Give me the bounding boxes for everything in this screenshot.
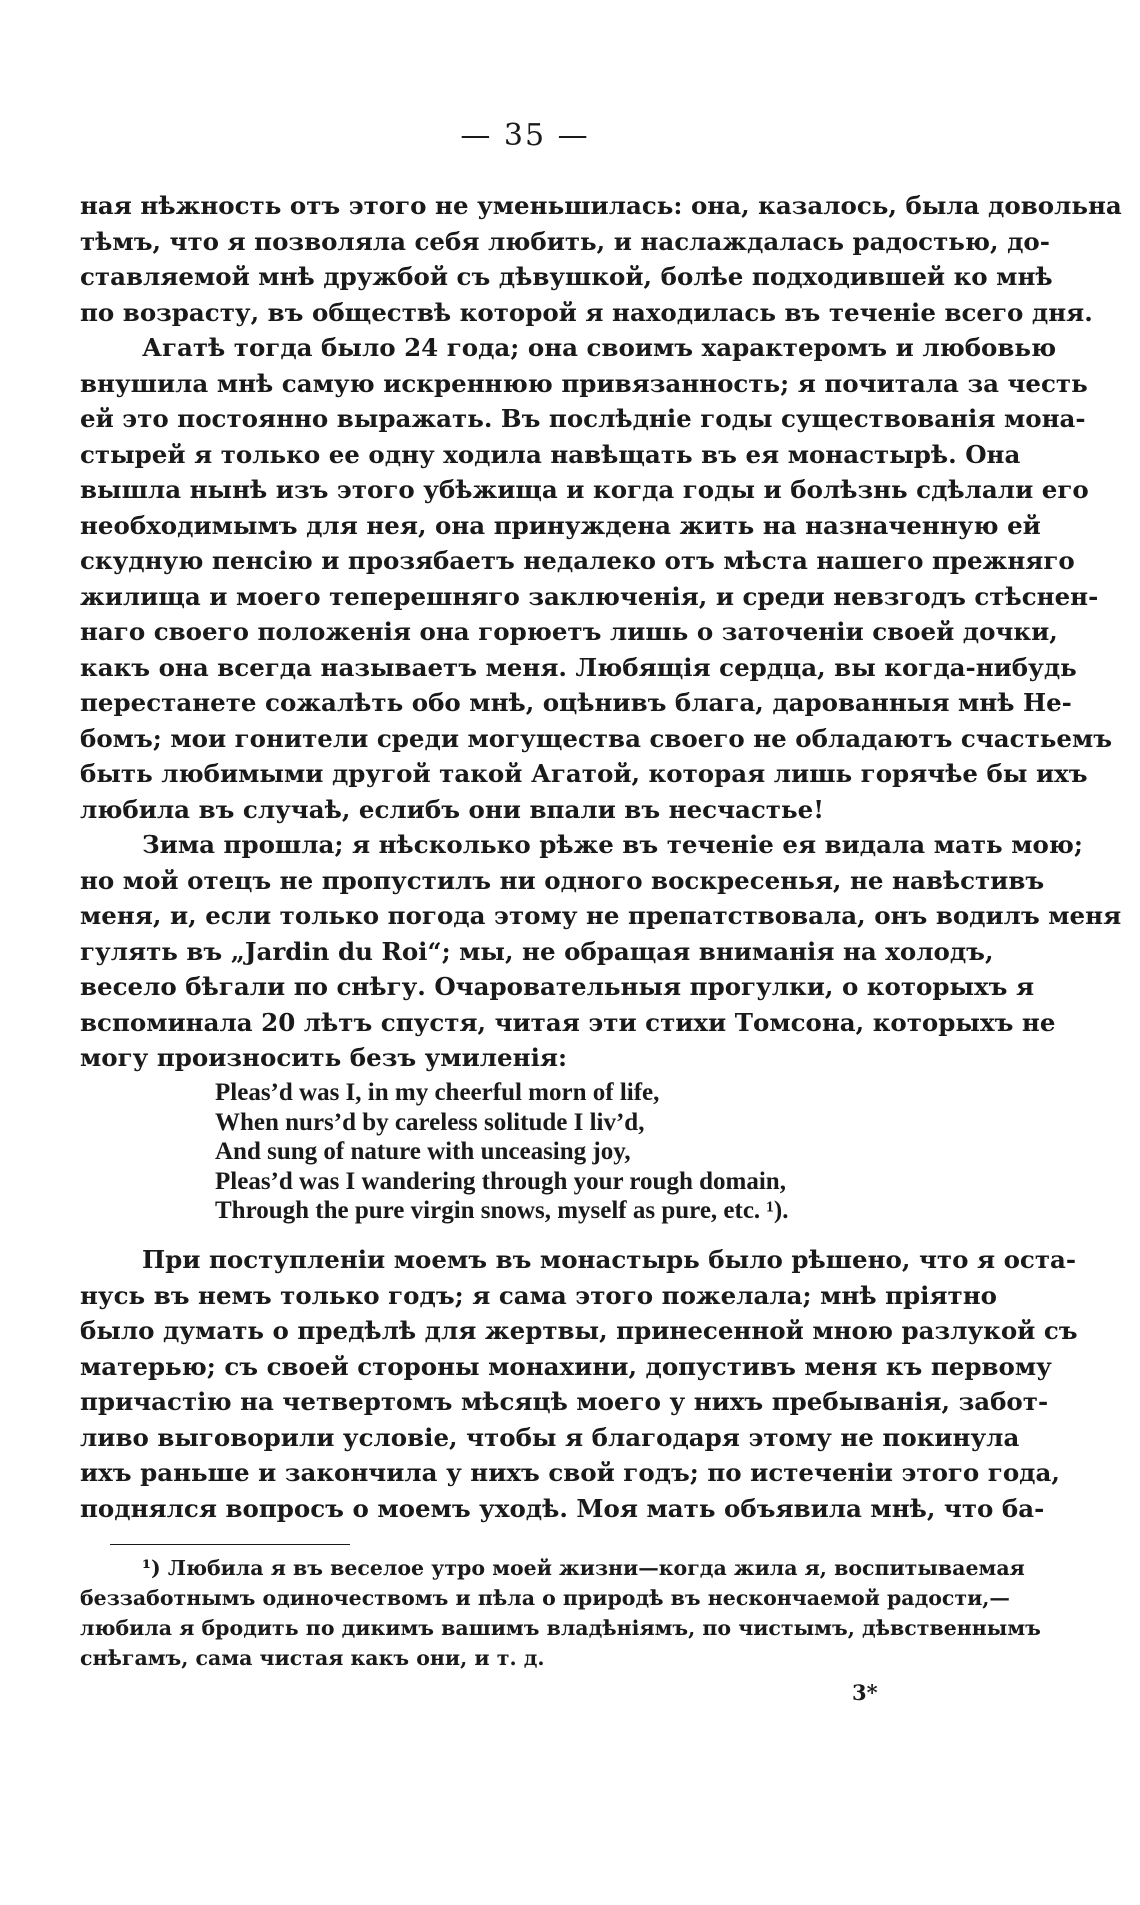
footnote-divider — [110, 1544, 350, 1545]
text-line: ставляемой мнѣ дружбой съ дѣвушкой, болѣе подходившей ко мнѣ — [80, 262, 1053, 291]
signature-mark: 3* — [852, 1680, 878, 1705]
footnote-line: беззаботнымъ одиночествомъ и пѣла о природѣ въ нескончаемой радости,— — [80, 1586, 1010, 1610]
text-line: наго своего положенія она горюетъ лишь о заточеніи своей дочки, — [80, 617, 1058, 646]
poem-quote — [215, 1078, 975, 1226]
footnote-line: любила я бродить по дикимъ вашимъ владѣніямъ, по чистымъ, дѣвственнымъ — [80, 1616, 1041, 1640]
text-line: могу произносить безъ умиленія: — [80, 1043, 568, 1072]
footnote-line: снѣгамъ, сама чистая какъ они, и т. д. — [80, 1646, 545, 1670]
text-line: жилища и моего теперешняго заключенія, и среди невзгодъ стѣснен- — [80, 581, 1099, 611]
poem-line: Pleas’d was I wandering through your rough domain, — [215, 1167, 786, 1195]
text-line: по возрасту, въ обществѣ которой я находилась въ теченіе всего дня. — [80, 297, 1093, 327]
poem-line: Through the pure virgin snows, myself as pure, etc. ¹). — [215, 1197, 789, 1224]
text-line: весело бѣгали по снѣгу. Очаровательныя прогулки, о которыхъ я — [80, 972, 1035, 1001]
text-line: ливо выговорили условіе, чтобы я благодаря этому не покинула — [80, 1422, 1020, 1452]
text-line: Агатѣ тогда было 24 года; она своимъ характеромъ и любовью — [142, 333, 1057, 362]
text-line: поднялся вопросъ о моемъ уходѣ. Моя мать объявила мнѣ, что ба- — [80, 1493, 1045, 1523]
text-line: какъ она всегда называетъ меня. Любящія сердца, вы когда-нибудь — [80, 652, 1077, 682]
footnote-line: ¹) Любила я въ веселое утро моей жизни—когда жила я, воспитываемая — [142, 1556, 1025, 1580]
text-line: ихъ раньше и закончила у нихъ свой годъ; по истеченіи этого года, — [80, 1458, 1060, 1487]
text-line: любила въ случаѣ, еслибъ они впали въ несчастье! — [80, 794, 824, 824]
text-line: нусь въ немъ только годъ; я сама этого пожелала; мнѣ пріятно — [80, 1280, 998, 1310]
text-line: Зима прошла; я нѣсколько рѣже въ теченіе ея видала мать мою; — [142, 830, 1083, 859]
poem-line: When nurs’d by careless solitude I liv’d, — [215, 1108, 645, 1136]
text-line: гулять въ „Jardin du Roi“; мы, не обращая вниманія на холодъ, — [80, 936, 994, 966]
text-line: было думать о предѣлѣ для жертвы, принесенной мною разлукой съ — [80, 1316, 1078, 1345]
text-line: При поступленіи моемъ въ монастырь было рѣшено, что я оста- — [142, 1245, 1077, 1274]
text-line: вышла нынѣ изъ этого убѣжища и когда годы и болѣзнь сдѣлали его — [80, 475, 1089, 504]
footnote — [80, 1553, 1041, 1673]
text-line: перестанете сожалѣть обо мнѣ, оцѣнивъ блага, дарованныя мнѣ Не- — [80, 688, 1072, 717]
text-line: тѣмъ, что я позволяла себя любить, и наслаждалась радостью, до- — [80, 226, 1050, 256]
page-number: — 35 — — [460, 118, 590, 153]
text-line: внушила мнѣ самую искреннюю привязанность; я почитала за честь — [80, 368, 1088, 398]
text-line: причастію на четвертомъ мѣсяцѣ моего у нихъ пребыванія, забот- — [80, 1387, 1049, 1416]
text-line: но мой отецъ не пропустилъ ни одного воскресенья, не навѣстивъ — [80, 865, 1045, 895]
main-text-lower — [80, 1242, 1078, 1526]
text-line: быть любимыми другой такой Агатой, которая лишь горячѣе бы ихъ — [80, 759, 1088, 788]
text-line: вспоминала 20 лѣтъ спустя, читая эти стихи Томсона, которыхъ не — [80, 1007, 1056, 1037]
text-line: ей это постоянно выражать. Въ послѣдніе годы существованія мона- — [80, 404, 1086, 433]
text-line: матерью; съ своей стороны монахини, допустивъ меня къ первому — [80, 1351, 1052, 1381]
text-line: бомъ; мои гонители среди могущества своего не обладаютъ счастьемъ — [80, 723, 1113, 753]
text-line: меня, и, если только погода этому не препатствовала, онъ водилъ меня — [80, 901, 1122, 930]
text-line: стырей я только ее одну ходила навѣщать въ ея монастырѣ. Она — [80, 439, 1021, 469]
poem-line: And sung of nature with unceasing joy, — [215, 1138, 631, 1165]
text-line: ная нѣжность отъ этого не уменьшилась: она, казалось, была довольна — [80, 191, 1122, 220]
main-text-upper — [80, 188, 1122, 1076]
poem-line: Pleas’d was I, in my cheerful morn of life, — [215, 1079, 660, 1106]
text-line: скудную пенсію и прозябаетъ недалеко отъ мѣста нашего прежняго — [80, 546, 1075, 575]
text-line: необходимымъ для нея, она принуждена жить на назначенную ей — [80, 510, 1041, 540]
